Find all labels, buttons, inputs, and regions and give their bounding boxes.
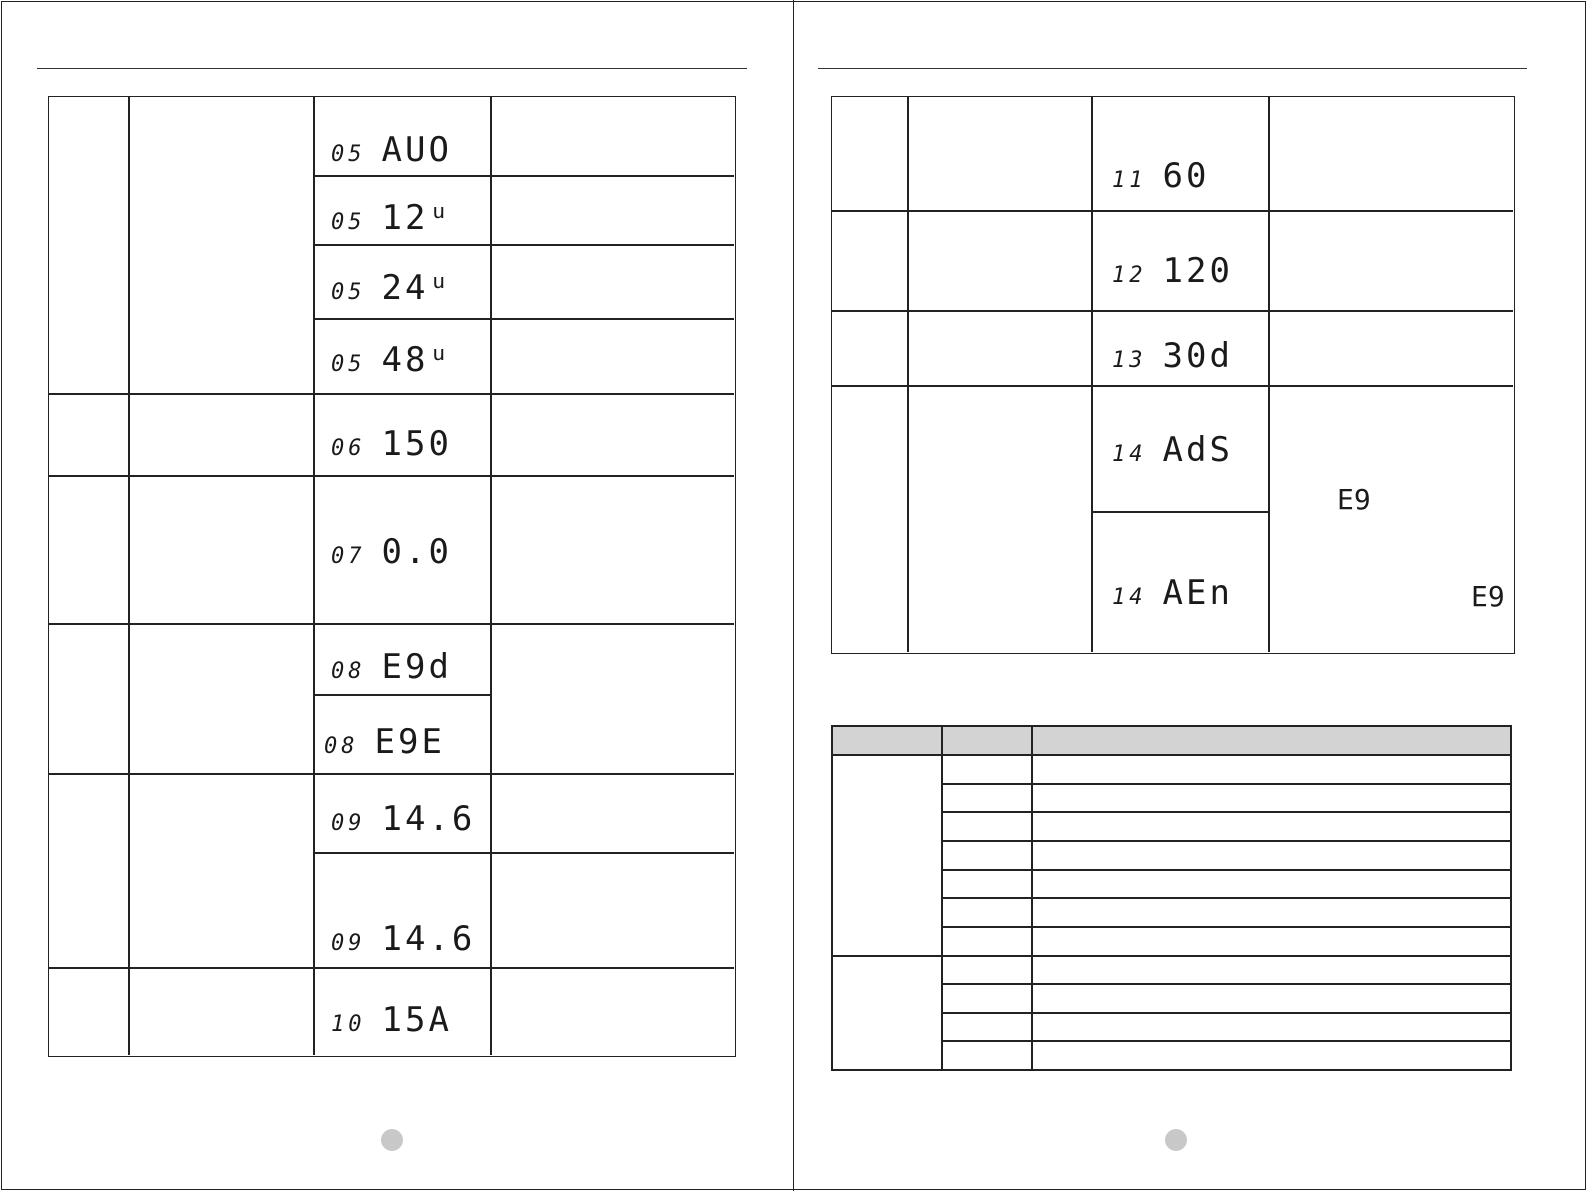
page-number-marker [1165,1129,1187,1151]
table-row [941,897,1512,899]
page-spine [793,0,794,1191]
table-row [941,926,1512,928]
table-row [941,840,1512,842]
table-row [941,869,1512,871]
table-row [941,1012,1512,1014]
lcd-readout: 13 30d [1112,336,1233,376]
lcd-readout: 06 150 [331,424,452,464]
lcd-readout: 10 15A [331,1000,452,1040]
lcd-readout: 05 24ᵘ [331,268,452,308]
table-row [941,1040,1512,1042]
lcd-readout: 07 0.0 [331,532,452,572]
table-row [941,811,1512,813]
lcd-readout: 05 AUO [331,130,452,170]
left-settings-table [48,96,736,1057]
e9-symbol: E9 [1471,580,1505,613]
lcd-readout: 14 AdS [1112,430,1233,470]
right-header-rule [818,68,1527,69]
lcd-readout: 14 AEn [1112,573,1233,613]
lcd-readout: 08 E9E [324,722,445,762]
lcd-readout: 09 14.6 [331,799,476,839]
lcd-readout: 08 E9d [331,647,452,687]
left-header-rule [37,68,747,69]
page-number-marker [381,1129,403,1151]
lcd-readout: 05 48ᵘ [331,340,452,380]
e9-symbol: E9 [1337,483,1371,516]
lcd-readout: 09 14.6 [331,919,476,959]
lower-grid-table [831,725,1512,1071]
table-row [941,783,1512,785]
lcd-readout: 05 12ᵘ [331,198,452,238]
lcd-readout: 11 60 [1112,156,1210,196]
right-settings-table [831,96,1515,654]
lcd-readout: 12 120 [1112,251,1233,291]
table-row [941,983,1512,985]
table-header-row [831,725,1512,754]
